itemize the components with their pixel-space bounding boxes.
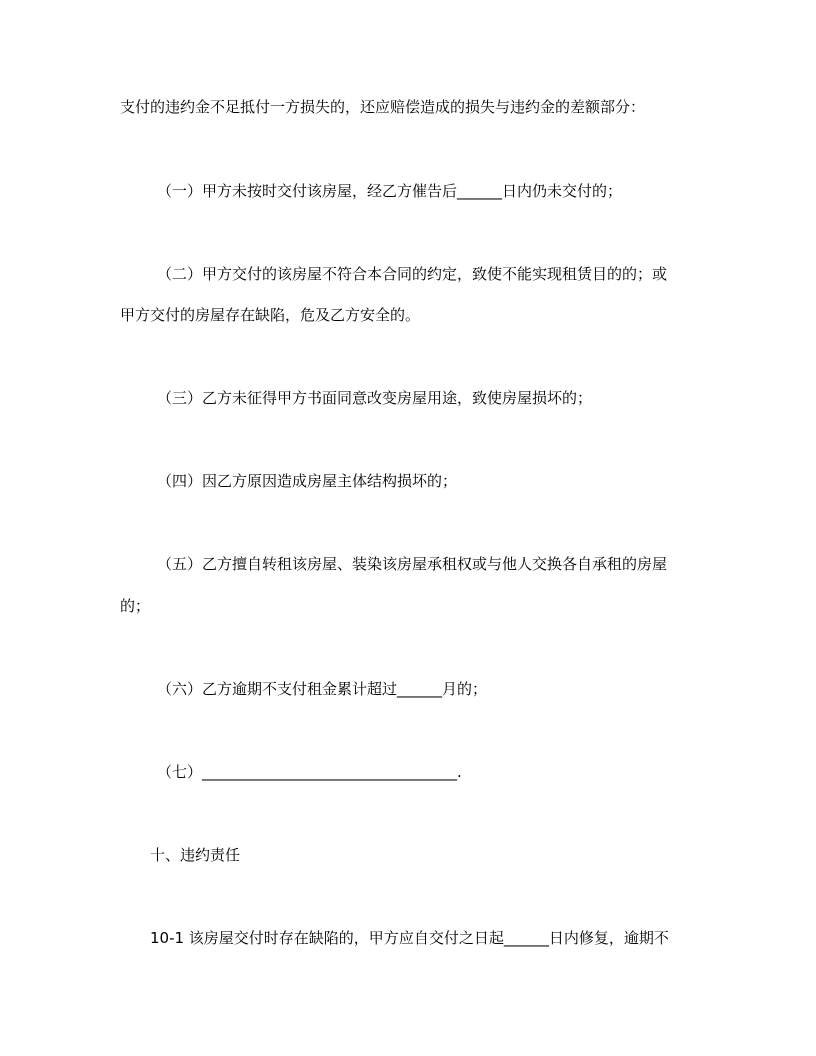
text-line: （三）乙方未征得甲方书面同意改变房屋用途，致使房屋损坏的；: [157, 389, 593, 407]
text-line: 的；: [120, 597, 151, 615]
text-line: （七）__________________________________.: [157, 763, 462, 781]
text-line: （五）乙方擅自转租该房屋、装染该房屋承租权或与他人交换各自承租的房屋: [157, 555, 668, 573]
text-line: （一）甲方未按时交付该房屋，经乙方催告后______日内仍未交付的；: [157, 182, 623, 200]
text-line: 甲方交付的房屋存在缺陷，危及乙方安全的。: [120, 306, 421, 324]
text-line: 支付的违约金不足抵付一方损失的，还应赔偿造成的损失与违约金的差额部分：: [120, 98, 646, 116]
text-line: （六）乙方逾期不支付租金累计超过______月的；: [157, 680, 488, 698]
text-line: 10-1 该房屋交付时存在缺陷的，甲方应自交付之日起______日内修复，逾期不: [150, 929, 669, 947]
section-heading: 十、违约责任: [150, 846, 241, 864]
text-line: （二）甲方交付的该房屋不符合本合同的约定，致使不能实现租赁目的的；或: [157, 265, 668, 283]
text-line: （四）因乙方原因造成房屋主体结构损坏的；: [157, 472, 458, 490]
